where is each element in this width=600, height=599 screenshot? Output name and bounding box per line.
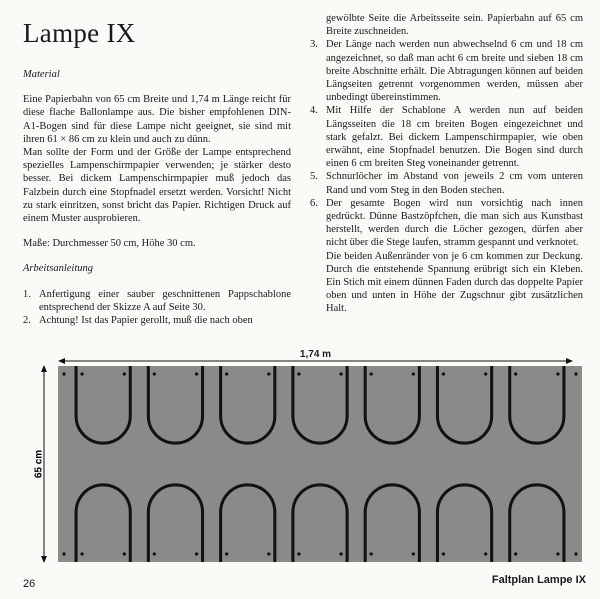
plan-caption: Faltplan Lampe IX: [491, 574, 586, 586]
closing-text: Die beiden Außenränder von je 6 cm kommen zur Deckung. Durch die entstehende Spannung erübrigt sich ein Kleben. Ein Stich mit einem dünnen Faden durch das doppelte Papier oben und unten in Höhe der Zugschnur gibt zusätzlichen Halt.: [326, 250, 583, 315]
string-hole: [62, 552, 65, 555]
step-item: 3. Der Länge nach werden nun abwechselnd 6 cm und 18 cm angezeichnet, so daß man acht 6 cm breite und sieben 18 cm breite Abschnitte erhält. Die Abtragungen können auf beiden Längseiten getrennt vorgenommen werden, müssen aber unbedingt übereinstimmen.: [310, 39, 583, 104]
page-number: 26: [23, 578, 36, 590]
string-hole: [340, 552, 343, 555]
string-hole: [297, 552, 300, 555]
instructions-heading: Arbeitsanleitung: [23, 263, 93, 275]
step2-continuation: gewölbte Seite die Arbeitsseite sein. Papierbahn auf 65 cm Breite zuschneiden.: [326, 13, 583, 38]
left-column: [23, 68, 291, 327]
string-hole: [153, 552, 156, 555]
string-hole: [80, 552, 83, 555]
string-hole: [574, 372, 577, 375]
string-hole: [514, 372, 517, 375]
string-hole: [62, 372, 65, 375]
material-text: Eine Papierbahn von 65 cm Breite und 1,74 m Länge reicht für diese flache Ballonlampe aus. Die bisher empfohlenen DIN-A1-Bogen sind für diese Lampe nicht geeignet, sie sind mit ihren 61 × 86 cm zu klein und auch zu dünn.: [23, 94, 291, 145]
steps-list-right: [310, 38, 583, 249]
fold-plan-diagram: [34, 364, 586, 564]
height-arrow-bottom-icon: [41, 556, 47, 563]
steps-list-left: [23, 288, 291, 328]
paper-strip: [58, 366, 582, 562]
string-hole: [556, 372, 559, 375]
string-hole: [412, 552, 415, 555]
string-hole: [442, 552, 445, 555]
string-hole: [556, 552, 559, 555]
right-column: [310, 12, 583, 316]
string-hole: [297, 372, 300, 375]
step-item: 6. Der gesamte Bogen wird nun vorsichtig nach innen gedrückt. Dünne Bastzöpfchen, die man sich aus Kunstbast herstellt, werden durch die Löcher gezogen, dürfen aber nicht über die Stege laufen, stramm gespannt und verknotet.: [310, 197, 583, 249]
string-hole: [123, 552, 126, 555]
string-hole: [153, 372, 156, 375]
string-hole: [412, 372, 415, 375]
step-item: 2. Achtung! Ist das Papier gerollt, muß die nach oben: [23, 315, 253, 327]
step-item: 1. Anfertigung einer sauber geschnittenen Pappschablone entsprechend der Skizze A auf Seite 30.: [23, 288, 291, 313]
string-hole: [574, 552, 577, 555]
string-hole: [370, 552, 373, 555]
string-hole: [80, 372, 83, 375]
string-hole: [195, 552, 198, 555]
string-hole: [195, 372, 198, 375]
material-text-2: Man sollte der Form und der Größe der Lampe entsprechend spezielles Lampenschirmpapier verwenden; je stärker desto besser. Bei dickem Lampenschirmpapier muß jedoch das Falzbein durch eine Stopfnadel ersetzt werden. Vorsicht! Nicht zu stark einritzen, sonst bricht das Papier. Richtigen Druck auf einem Muster ausprobieren.: [23, 147, 291, 225]
page-title: Lampe IX: [23, 18, 136, 48]
width-dimension: [58, 349, 573, 365]
material-heading: Material: [23, 69, 60, 80]
string-hole: [442, 372, 445, 375]
string-hole: [267, 372, 270, 375]
string-hole: [225, 372, 228, 375]
string-hole: [225, 552, 228, 555]
string-hole: [484, 372, 487, 375]
height-arrow-top-icon: [41, 365, 47, 372]
string-hole: [340, 372, 343, 375]
width-label: 1,74 m: [296, 349, 336, 360]
string-hole: [514, 552, 517, 555]
string-hole: [484, 552, 487, 555]
step-item: 5. Schnurlöcher im Abstand von jeweils 2 cm vom unteren Rand und vom Steg in den Boden stechen.: [310, 171, 583, 196]
measures-text: Maße: Durchmesser 50 cm, Höhe 30 cm.: [23, 238, 196, 250]
string-hole: [123, 372, 126, 375]
height-label: 65 cm: [34, 449, 45, 479]
step-item: 4. Mit Hilfe der Schablone A werden nun auf beiden Längsseiten die 18 cm breiten Bogen eingezeichnet und stark gefalzt. Bei dickem Lampenschirmpapier, wie oben erwähnt, eine Stopfnadel benutzen. Die Bogen sind durch einen 6 cm breiten Steg voneinander getrennt.: [310, 105, 583, 170]
string-hole: [267, 552, 270, 555]
string-hole: [370, 372, 373, 375]
